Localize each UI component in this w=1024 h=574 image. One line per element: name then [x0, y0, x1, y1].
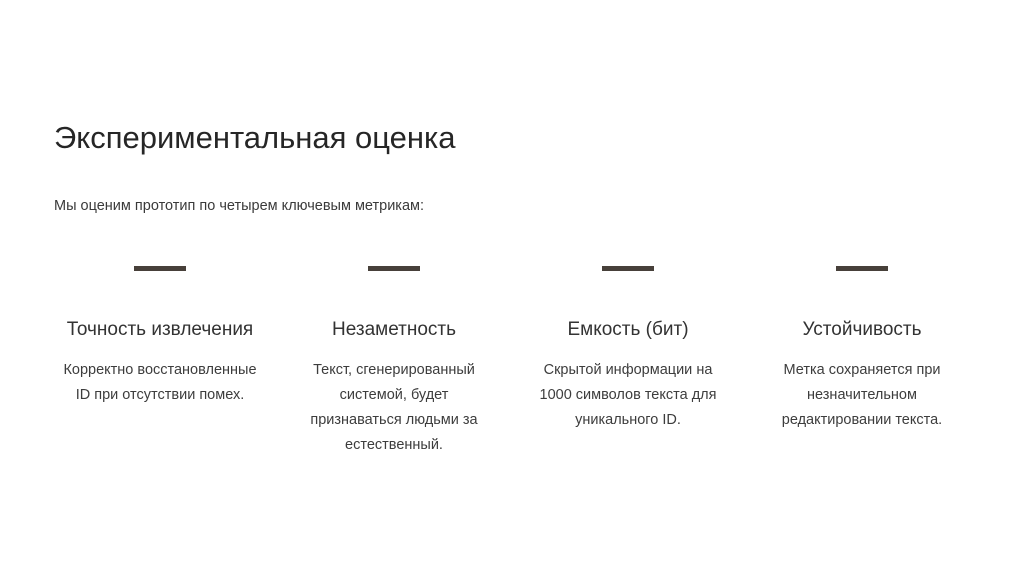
metrics-row [43, 262, 979, 458]
metric-robustness [745, 262, 979, 458]
metric-imperceptibility [277, 262, 511, 458]
metric-description: Корректно восстановленные ID при отсутствии помех. [63, 362, 257, 403]
metric-description: Метка сохраняется при незначительном редактировании текста. [781, 362, 943, 428]
metric-title: Емкость (бит) [567, 319, 689, 340]
metric-accent-bar [836, 266, 888, 271]
metric-accent-bar [368, 266, 420, 271]
metric-title: Точность извлечения [66, 319, 254, 340]
metric-description: Текст, сгенерированный системой, будет признаваться людьми за естественный. [310, 362, 478, 453]
metric-title: Устойчивость [802, 319, 922, 340]
metric-title: Незаметность [331, 319, 456, 340]
slide-title: Экспериментальная оценка [54, 120, 456, 155]
metric-capacity [511, 262, 745, 458]
slide-subtitle: Мы оценим прототип по четырем ключевым метрикам: [54, 198, 425, 214]
metric-accent-bar [602, 266, 654, 271]
metric-accent-bar [134, 266, 186, 271]
metric-description: Скрытой информации на 1000 символов текста для уникального ID. [539, 362, 717, 428]
metric-accuracy [43, 262, 277, 458]
